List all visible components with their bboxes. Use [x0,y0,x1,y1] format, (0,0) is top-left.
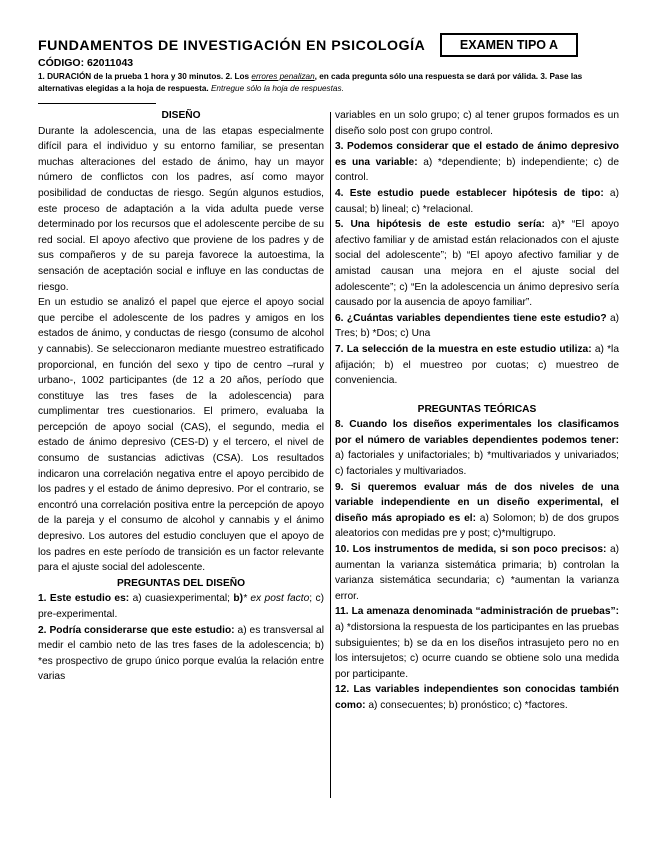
theory-questions-title: PREGUNTAS TEÓRICAS [417,403,537,415]
q2-options: a) es transversal al medir el cambio neto de las tres fases de la adolescencia; b) *es prospectivo de grupo único porque evalúa la relación entre varias [38,624,324,683]
q7-options: a) *la afijación; b) el muestreo por cuotas; c) muestreo de conveniencia. [335,343,619,387]
q2-stem: 2. Podría considerarse que este estudio: [38,624,235,636]
header-divider [38,103,156,104]
column-divider [330,112,331,798]
q5-stem: 5. Una hipótesis de este estudio sería: [335,219,545,231]
q8-stem: 8. Cuando los diseños experimentales los clasificamos por el número de variables dependientes podemos tener: [335,419,619,446]
question-6 [335,311,619,342]
q1-stem: 1. Este estudio es: [38,593,130,605]
q6-stem: 6. ¿Cuántas variables dependientes tiene este estudio? [335,312,607,324]
design-title: DISEÑO [161,110,201,121]
course-code: CÓDIGO: 62011043 [38,57,134,69]
instr-part-2: , en cada pregunta sólo una respuesta se dará por válida. 3. Pase las alternativas elegidas a la hoja de respuesta. [38,72,583,93]
q12-stem: 12. Las variables independientes son conocidas también como: [335,684,619,711]
instructions [38,71,618,95]
question-3 [335,139,619,186]
question-8 [335,417,619,479]
question-2 [38,623,324,685]
q3-stem: 3. Podemos considerar que el estado de ánimo depresivo es una variable: [335,141,619,168]
instr-part-3: Entregue sólo la hoja de respuestas. [210,84,344,93]
q11-stem: 11. La amenaza denominada “administración de pruebas”: [335,606,619,618]
q12-options: a) consecuentes; b) pronóstico; c) *factores. [365,699,568,711]
q6-options: a) Tres; b) *Dos; c) Una [335,312,620,340]
q9-stem: 9. Si queremos evaluar más de dos niveles de una variable independiente en un diseño experimental, el diseño más apropiado es el: [335,481,619,524]
q4-options: a) causal; b) lineal; c) *relacional. [335,187,619,215]
q1-option-c: ; c) pre-experimental. [38,593,324,620]
instr-part-1: 1. DURACIÓN de la prueba 1 hora y 30 minutos. 2. Los [38,72,252,81]
question-9 [335,480,619,542]
instr-errores: errores penalizan [251,72,315,81]
q8-options: a) factoriales y unifactoriales; b) *multivariados y univariados; c) factoriales y multivariados. [335,450,619,478]
q7-stem: 7. La selección de la muestra en este estudio utiliza: [335,343,592,355]
exam-title: FUNDAMENTOS DE INVESTIGACIÓN EN PSICOLOGÍA [38,38,426,54]
q10-stem: 10. Los instrumentos de medida, si son poco precisos: [335,544,607,556]
q9-options: a) Solomon; b) de dos grupos aleatorios con medidas pre y post; c)*multigrupo. [335,512,619,540]
q4-stem: 4. Este estudio puede establecer hipótesis de tipo: [335,187,604,199]
design-paragraph-1: Durante la adolescencia, una de las etapas especialmente difícil para el individuo y su entorno familiar, se presentan muchas alteraciones del estado de ánimo, hay un mayor número de conflictos con los padres, así como mayor posibilidad de conductas de riesgo. Según algunos estudios, este proceso de adaptación a la vida adulta puede verse determinado por los recursos que el adolescente percibe de su red social. El apoyo afectivo que proviene de los padres y de sus compañeros y de su pareja favorece la autoestima, la sensación de aceptación social e influye en las conductas de riesgo. [38,125,324,293]
exam-type-label: EXAMEN TIPO A [459,38,559,52]
question-4 [335,186,619,217]
q10-options: a) aumentan la varianza sistemática primaria; b) controlan la varianza sistemática secundaria; c) *aumentan la varianza error. [335,544,619,602]
question-5 [335,217,619,311]
q11-options: a) *distorsiona la respuesta de los participantes en las pruebas subsiguientes; b) se da en los diseños intrasujeto pero no en los intersujetos; c) ocurre cuando se obtiene solo una medida por participante. [335,622,619,680]
question-10 [335,542,619,604]
question-2-continued: variables en un solo grupo; c) al tener grupos formados es un diseño solo post con grupo control. [335,110,619,137]
question-11 [335,604,619,682]
question-7 [335,342,619,389]
exam-type-box [440,33,578,57]
right-column [335,108,619,714]
design-questions-title: PREGUNTAS DEL DISEÑO [116,577,246,589]
q5-options: a)* “El apoyo afectivo familiar y de amistad están relacionados con el ajuste social del adolescente”; b) “El apoyo afectivo familiar y de amistad causan una mejora en el ajuste social del adolescente”; c) “En la adolescencia un ánimo depresivo sería causado por la ausencia de apoyo familiar”. [335,219,619,309]
q1-option-a: a) cuasiexperimental; [129,593,234,605]
design-paragraph-2: En un estudio se analizó el papel que ejerce el apoyo social que percibe el adolescente de los padres y amigos en los estados de ánimo, y conductas de riesgo (consumo de alcohol y cannabis). Se seleccionaron mediante muestreo estratificado proporcional, en función del sexo y tipo de centro –rural y urbano-, 1002 participantes (de 12 a 20 años, período que constituye las tres fases de la adolescencia) para cumplimentar tres cuestionarios. El primero, evaluaba la percepción de apoyo social (CAS), el segundo, media el estado de ánimo depresivo (CES-D) y el tercero, el nivel de consumo de sustancias adictivas (CSA). Los resultados indicaron una correlación negativa entre el apoyo percibido de los padres y el estado de ánimo depresivo. Por el contrario, se encontró una correlación positiva entre la percepción de apoyo de la pareja y el consumo de alcohol y cannabis y el ánimo depresivo. Los autores del estudio concluyen que el apoyo de los padres en este período de transición es un factor relevante para el ajuste social del adolescente. [38,297,324,574]
q1-option-b-label: b) [233,593,243,605]
q1-option-b: * ex post facto [243,593,310,605]
left-column [38,108,324,685]
q3-options: a) *dependiente; b) independiente; c) de control. [335,156,619,184]
question-1 [38,591,324,622]
section-spacer [335,389,619,402]
question-12 [335,682,619,713]
